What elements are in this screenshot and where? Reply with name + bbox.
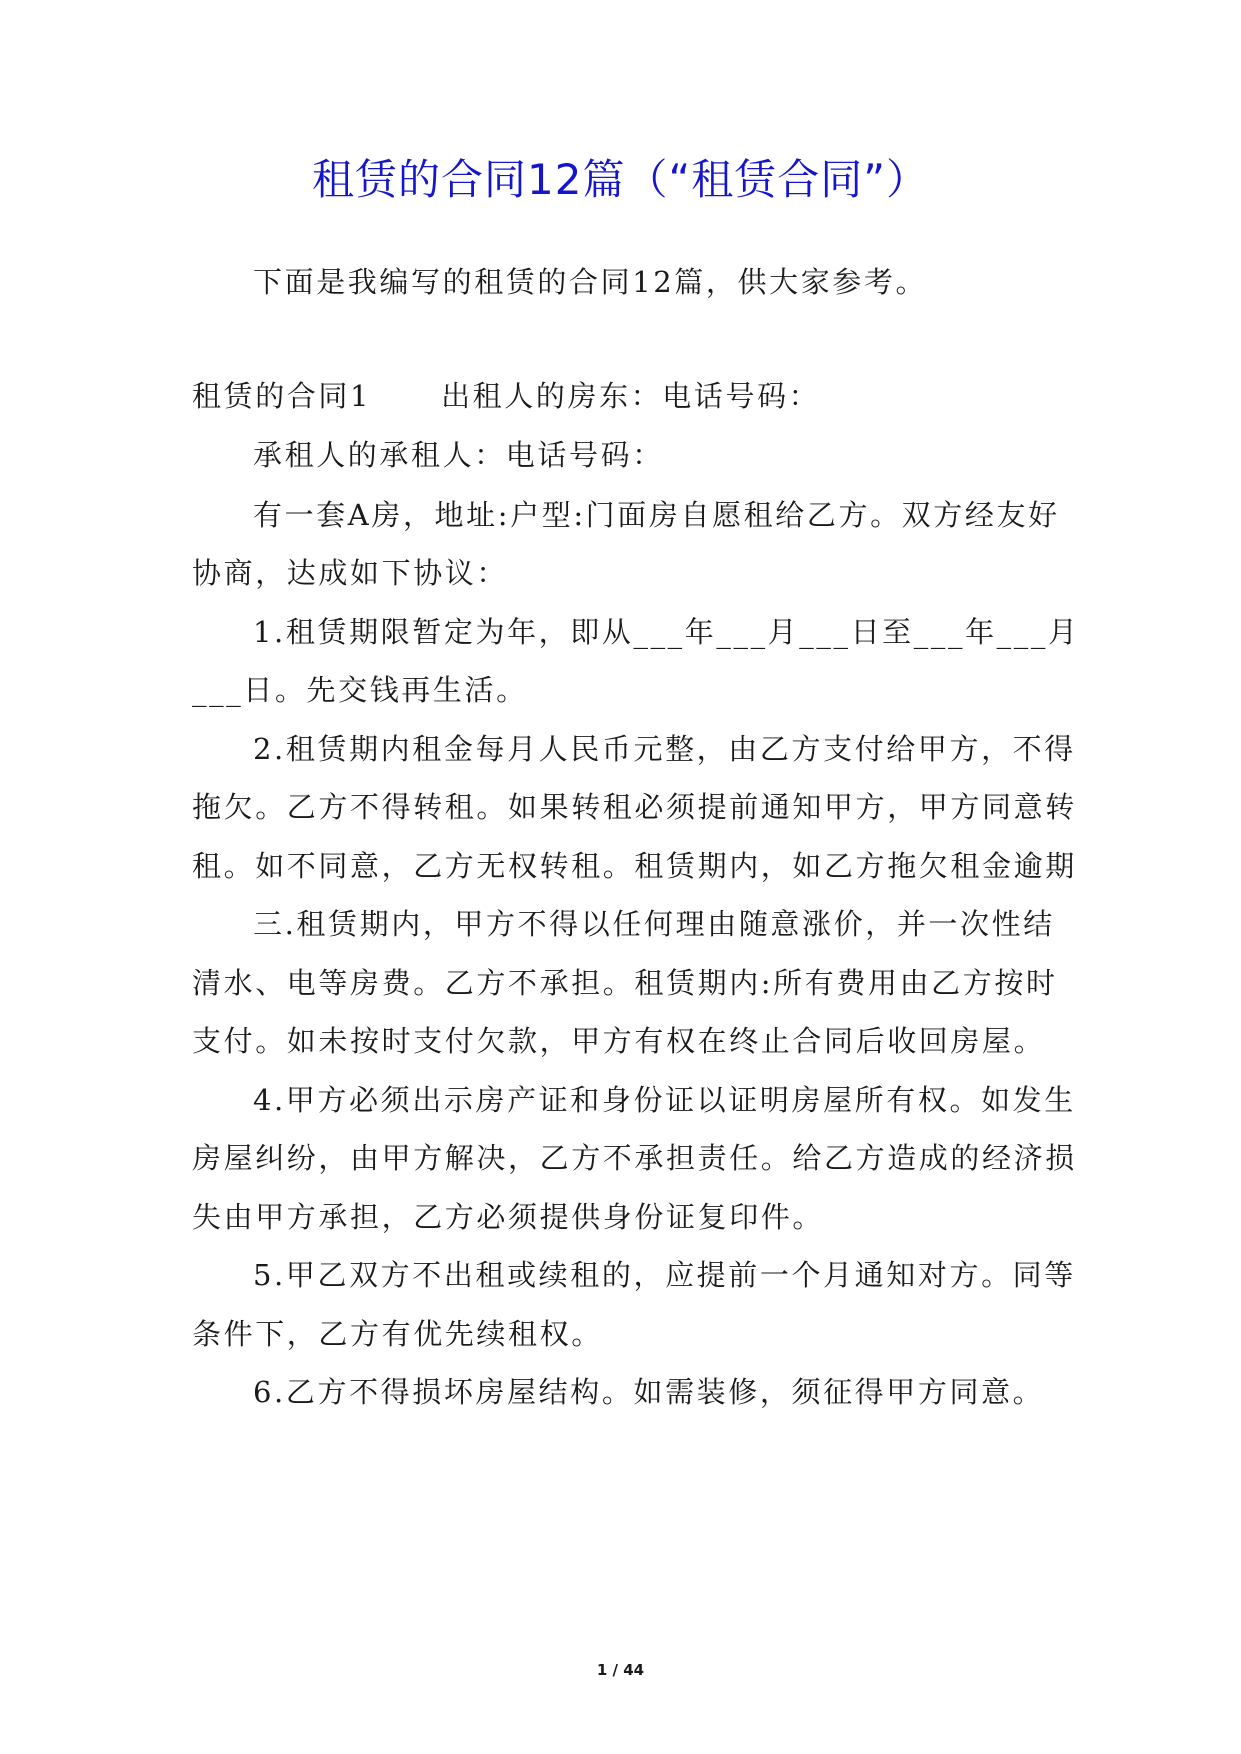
clause-1-line: ___日。先交钱再生活。 xyxy=(192,673,528,707)
lessor-line: 出租人的房东：电话号码： xyxy=(441,379,821,413)
clause-3-line: 支付。如未按时支付欠款，甲方有权在终止合同后收回房屋。 xyxy=(192,1024,1046,1058)
intro-paragraph: 下面是我编写的租赁的合同12篇，供大家参考。 xyxy=(253,265,928,299)
clause-1-line: 1.租赁期限暂定为年，即从___年___月___日至___年___月 xyxy=(253,615,1080,649)
clause-2-line: 2.租赁期内租金每月人民币元整，由乙方支付给甲方，不得 xyxy=(253,732,1076,766)
clause-4-line: 失由甲方承担，乙方必须提供身份证复印件。 xyxy=(192,1200,825,1234)
lessee-line: 承租人的承租人：电话号码： xyxy=(253,438,664,472)
paragraph-line: 协商，达成如下协议： xyxy=(192,556,509,590)
clause-3-line: 清水、电等房费。乙方不承担。租赁期内:所有费用由乙方按时 xyxy=(192,966,1058,1000)
paragraph-line: 有一套A房，地址:户型:门面房自愿租给乙方。双方经友好 xyxy=(253,498,1060,532)
section-1-first-line xyxy=(192,376,820,416)
page-number: 1 / 44 xyxy=(596,1661,645,1679)
clause-5-line: 条件下，乙方有优先续租权。 xyxy=(192,1317,603,1351)
clause-3-line: 三.租赁期内，甲方不得以任何理由随意涨价，并一次性结 xyxy=(253,907,1055,941)
clause-2-line: 拖欠。乙方不得转租。如果转租必须提前通知甲方，甲方同意转 xyxy=(192,790,1077,824)
clause-4-line: 4.甲方必须出示房产证和身份证以证明房屋所有权。如发生 xyxy=(253,1083,1076,1117)
document-title: 租赁的合同12篇（“租赁合同”） xyxy=(312,155,929,204)
clause-6-line: 6.乙方不得损坏房屋结构。如需装修，须征得甲方同意。 xyxy=(253,1375,1045,1409)
clause-5-line: 5.甲乙双方不出租或续租的，应提前一个月通知对方。同等 xyxy=(253,1258,1076,1292)
clause-4-line: 房屋纠纷，由甲方解决，乙方不承担责任。给乙方造成的经济损 xyxy=(192,1141,1077,1175)
clause-2-line: 租。如不同意，乙方无权转租。租赁期内，如乙方拖欠租金逾期 xyxy=(192,849,1077,883)
section-heading: 租赁的合同1 xyxy=(192,379,372,413)
